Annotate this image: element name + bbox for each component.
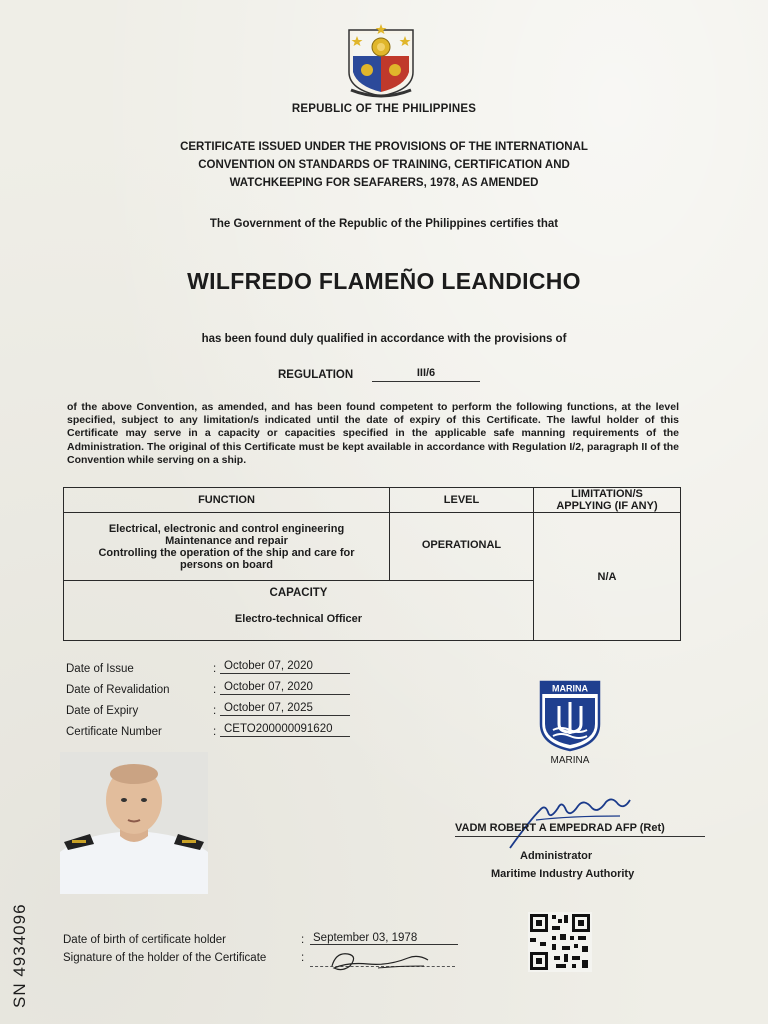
colon: : <box>213 726 217 738</box>
serial-number: SN 4934096 <box>10 903 29 1008</box>
function-line: persons on board <box>180 558 273 571</box>
administrator-signature-icon <box>500 790 640 850</box>
philippine-seal-icon <box>343 20 419 100</box>
person-photo-icon <box>60 752 208 894</box>
function-line: Electrical, electronic and control engineering <box>108 522 345 535</box>
holder-signature-icon <box>328 944 438 974</box>
certificate-number-label: Certificate Number <box>66 726 162 738</box>
limitation-header-line: APPLYING (IF ANY) <box>556 500 658 512</box>
signatory-organization: Maritime Industry Authority <box>491 868 635 880</box>
function-header: FUNCTION <box>64 488 390 513</box>
certificate-number-value: CETO200000091620 <box>220 723 350 737</box>
regulation-value: III/6 <box>372 367 480 382</box>
colon: : <box>213 705 217 717</box>
expiry-date-value: October 07, 2025 <box>220 702 350 716</box>
signatory-title: Administrator <box>520 850 593 862</box>
regulation-label: REGULATION <box>278 369 354 381</box>
qr-code-icon <box>528 912 592 972</box>
colon: : <box>301 952 305 964</box>
limitation-header <box>534 488 681 513</box>
colon: : <box>213 663 217 675</box>
revalidation-date-value: October 07, 2020 <box>220 681 350 695</box>
function-cell <box>64 513 390 581</box>
marina-logo-icon <box>539 680 601 752</box>
capacity-value: Electro-technical Officer <box>234 613 363 625</box>
level-cell: OPERATIONAL <box>390 513 534 581</box>
country-name: REPUBLIC OF THE PHILIPPINES <box>291 103 477 115</box>
convention-text <box>0 138 768 192</box>
functions-table <box>63 487 681 641</box>
convention-line: CONVENTION ON STANDARDS OF TRAINING, CERTIFICATION AND <box>198 159 570 171</box>
marina-logo-text: MARINA <box>552 683 588 694</box>
revalidation-date-label: Date of Revalidation <box>66 684 170 696</box>
limitation-header-line: LIMITATION/S <box>571 488 643 500</box>
competence-paragraph: of the above Convention, as amended, and has been found competent to perform the following functions, at the level specified, subject to any limitation/s indicated until the date of expiry of this Certificate. The lawful holder of this Certificate may serve in a capacity or capacities specified in the applicable safe manning requirements of the Administration. The original of this Certificate must be kept available in accordance with Regulation I/2, paragraph II of the Convention while serving on a ship. <box>67 401 679 466</box>
capacity-label: CAPACITY <box>269 587 328 599</box>
issue-date-value: October 07, 2020 <box>220 660 350 674</box>
holder-signature-label: Signature of the holder of the Certificate <box>63 952 267 964</box>
signatory-name: VADM ROBERT A EMPEDRAD AFP (Ret) <box>455 822 665 834</box>
certifies-statement: The Government of the Republic of the Philippines certifies that <box>209 218 559 230</box>
convention-line: WATCHKEEPING FOR SEAFARERS, 1978, AS AMENDED <box>229 177 539 189</box>
signature-line <box>455 836 705 837</box>
issue-date-label: Date of Issue <box>66 663 134 675</box>
qualified-statement: has been found duly qualified in accordance with the provisions of <box>201 333 567 345</box>
function-line: Maintenance and repair <box>165 534 288 547</box>
colon: : <box>301 934 305 946</box>
dob-value: September 03, 1978 <box>310 932 458 945</box>
expiry-date-label: Date of Expiry <box>66 705 139 717</box>
convention-line: CERTIFICATE ISSUED UNDER THE PROVISIONS OF THE INTERNATIONAL <box>180 141 588 153</box>
limitation-cell: N/A <box>534 513 681 641</box>
holder-name: WILFREDO FLAMEÑO LEANDICHO <box>187 268 581 294</box>
level-header: LEVEL <box>390 488 534 513</box>
dob-label: Date of birth of certificate holder <box>63 934 226 946</box>
holder-photo <box>60 752 208 894</box>
marina-caption: MARINA <box>550 755 590 766</box>
function-line: Controlling the operation of the ship and care for <box>98 546 355 559</box>
capacity-cell <box>64 581 534 641</box>
colon: : <box>213 684 217 696</box>
